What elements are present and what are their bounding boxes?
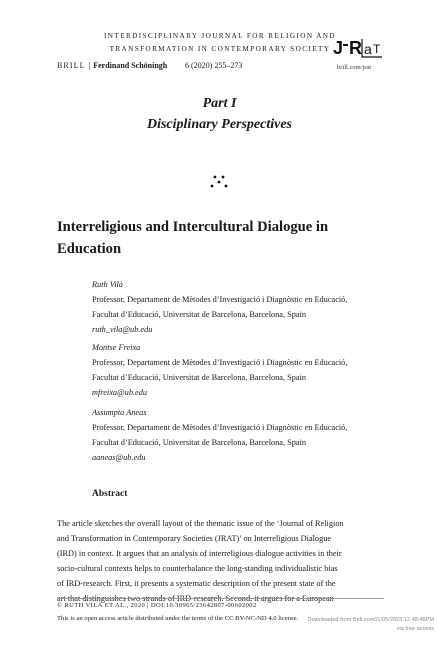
- footer-divider: [57, 598, 384, 599]
- article-title-line2: Education: [57, 241, 122, 257]
- author-email[interactable]: ruth_vila@ub.edu: [92, 325, 153, 334]
- access-note: via free access: [396, 626, 434, 632]
- publisher-info: [57, 61, 167, 70]
- article-title-line1: Interreligious and Intercultural Dialogue in: [57, 219, 329, 235]
- abstract-heading: Abstract: [92, 489, 128, 499]
- journal-name-line1: INTERDISCIPLINARY JOURNAL FOR RELIGION AND: [104, 32, 336, 40]
- part-subtitle: Disciplinary Perspectives: [146, 117, 293, 132]
- journal-name-line2: TRANSFORMATION IN CONTEMPORARY SOCIETY: [109, 45, 331, 53]
- copyright-doi: © RUTH VILÀ ET AL., 2020 | DOI:10.30965/23642807-00602002: [57, 602, 257, 609]
- abstract-line: and Transformation in Contemporary Societies (JRAT)’ on Interreligious Dialogue: [57, 534, 332, 544]
- article-title: [57, 216, 357, 260]
- abstract-line: art that distinguishes two strands of IRD-research. Second, it argues for a European: [57, 594, 334, 604]
- author-affiliation-line1: Professor, Departament de Mètodes d’Investigació i Diagnòstic en Educació,: [92, 295, 348, 304]
- volume-info: 6 (2020) 255–273: [185, 61, 243, 70]
- download-source: Downloaded from Brill.com01/05/2023 12:48:48PM: [307, 617, 434, 623]
- ornament-icon: [204, 174, 234, 188]
- author-block: [92, 340, 392, 400]
- license-note: This is an open access article distributed under the terms of the CC BY-NC-ND 4.0 license.: [57, 615, 299, 622]
- publisher-separator: |: [88, 61, 91, 70]
- journal-url[interactable]: brill.com/jrat: [337, 64, 372, 71]
- abstract-line: socio-cultural contexts helps to counterbalance the long-standing individualistic bias: [57, 564, 338, 574]
- svg-text:a: a: [364, 41, 372, 57]
- author-name: Assumpta Aneas: [92, 408, 147, 417]
- publisher-name: BRILL: [57, 61, 86, 70]
- author-block: [92, 405, 392, 465]
- author-affiliation-line2: Facultat d’Educació, Universitat de Barcelona, Barcelona, Spain: [92, 373, 307, 382]
- author-affiliation-line1: Professor, Departament de Mètodes d’Investigació i Diagnòstic en Educació,: [92, 423, 348, 432]
- author-name: Montse Freixa: [92, 343, 141, 352]
- author-affiliation-line2: Facultat d’Educació, Universitat de Barcelona, Barcelona, Spain: [92, 310, 307, 319]
- abstract-line: The article sketches the overall layout of the thematic issue of the ‘Journal of Religion: [57, 519, 344, 528]
- download-stamp: [307, 616, 434, 634]
- author-affiliation-line1: Professor, Departament de Mètodes d’Investigació i Diagnòstic en Educació,: [92, 358, 348, 367]
- author-name: Ruth Vilà: [92, 280, 123, 289]
- author-email[interactable]: aaneas@ub.edu: [92, 453, 146, 462]
- svg-text:J: J: [333, 38, 344, 58]
- svg-text:T: T: [373, 42, 381, 56]
- abstract-body: [57, 516, 384, 607]
- author-affiliation-line2: Facultat d’Educació, Universitat de Barcelona, Barcelona, Spain: [92, 438, 307, 447]
- author-block: [92, 277, 392, 337]
- jrat-logo-icon[interactable]: [332, 33, 384, 61]
- imprint-name: Ferdinand Schöningh: [93, 61, 168, 70]
- author-email[interactable]: mfreixa@ub.edu: [92, 388, 148, 397]
- abstract-line: (IRD) in context. It argues that an analysis of interreligious dialogue activities in their: [57, 549, 342, 559]
- abstract-line: of IRD-research. First, it presents a systematic description of the present state of the: [57, 579, 336, 589]
- svg-text:R: R: [349, 38, 362, 58]
- part-title: Part I: [202, 96, 237, 111]
